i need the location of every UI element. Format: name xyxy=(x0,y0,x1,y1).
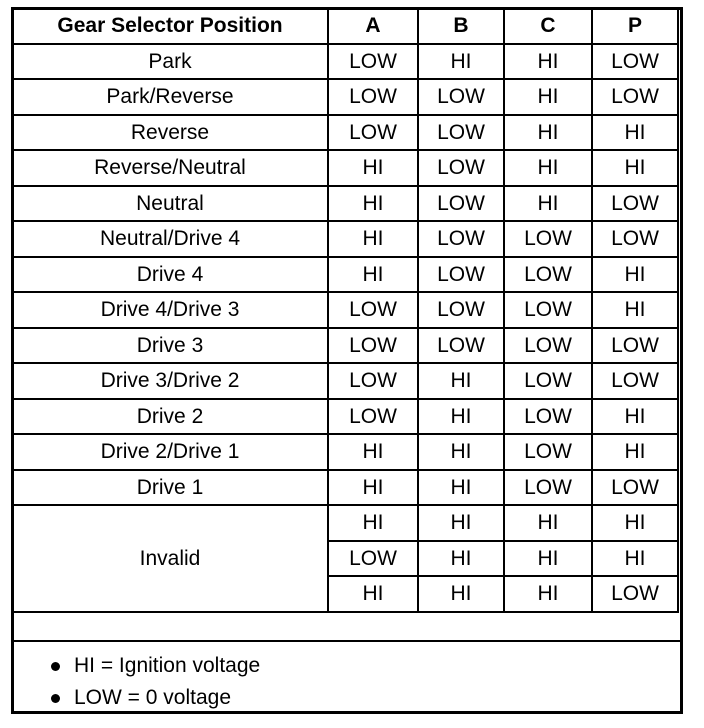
note-text-low: LOW = 0 voltage xyxy=(74,686,231,709)
legend-notes xyxy=(11,640,683,714)
bullet-icon xyxy=(51,662,60,671)
signal-a-cell: LOW xyxy=(328,115,418,151)
signal-p-cell: HI xyxy=(592,505,678,541)
signal-p-cell: LOW xyxy=(592,363,678,399)
signal-p-cell: LOW xyxy=(592,44,678,80)
signal-b-cell: HI xyxy=(418,505,504,541)
signal-b-cell: HI xyxy=(418,399,504,435)
signal-a-cell: LOW xyxy=(328,541,418,577)
signal-c-cell: HI xyxy=(504,576,592,612)
signal-p-cell: LOW xyxy=(592,221,678,257)
signal-p-cell: HI xyxy=(592,541,678,577)
signal-b-cell: LOW xyxy=(418,292,504,328)
table-row xyxy=(12,221,678,257)
signal-b-cell: LOW xyxy=(418,221,504,257)
gear-position-cell-invalid: Invalid xyxy=(12,505,328,612)
table-row xyxy=(12,44,678,80)
signal-a-cell: HI xyxy=(328,186,418,222)
gear-position-cell: Neutral xyxy=(12,186,328,222)
header-c: C xyxy=(504,8,592,44)
signal-c-cell: LOW xyxy=(504,363,592,399)
signal-b-cell: LOW xyxy=(418,115,504,151)
table-row xyxy=(12,257,678,293)
signal-c-cell: LOW xyxy=(504,328,592,364)
signal-b-cell: LOW xyxy=(418,328,504,364)
signal-p-cell: LOW xyxy=(592,470,678,506)
signal-p-cell: LOW xyxy=(592,186,678,222)
signal-c-cell: HI xyxy=(504,186,592,222)
note-item-hi xyxy=(51,650,683,682)
signal-c-cell: LOW xyxy=(504,257,592,293)
signal-a-cell: LOW xyxy=(328,328,418,364)
gear-position-cell: Drive 3 xyxy=(12,328,328,364)
signal-p-cell: HI xyxy=(592,150,678,186)
gear-position-cell: Drive 2 xyxy=(12,399,328,435)
signal-b-cell: LOW xyxy=(418,186,504,222)
header-row xyxy=(12,8,678,44)
signal-c-cell: LOW xyxy=(504,399,592,435)
signal-c-cell: LOW xyxy=(504,434,592,470)
signal-a-cell: HI xyxy=(328,434,418,470)
table-row xyxy=(12,399,678,435)
signal-p-cell: HI xyxy=(592,257,678,293)
signal-b-cell: LOW xyxy=(418,150,504,186)
signal-a-cell: LOW xyxy=(328,292,418,328)
signal-p-cell: HI xyxy=(592,115,678,151)
signal-c-cell: HI xyxy=(504,44,592,80)
signal-c-cell: HI xyxy=(504,79,592,115)
table-row xyxy=(12,79,678,115)
table-row xyxy=(12,328,678,364)
signal-c-cell: LOW xyxy=(504,470,592,506)
signal-b-cell: LOW xyxy=(418,257,504,293)
gear-position-cell: Park/Reverse xyxy=(12,79,328,115)
gear-position-cell: Drive 4 xyxy=(12,257,328,293)
signal-a-cell: LOW xyxy=(328,79,418,115)
signal-p-cell: LOW xyxy=(592,79,678,115)
signal-b-cell: HI xyxy=(418,541,504,577)
signal-c-cell: HI xyxy=(504,150,592,186)
note-item-low xyxy=(51,682,683,714)
signal-a-cell: HI xyxy=(328,470,418,506)
signal-b-cell: HI xyxy=(418,470,504,506)
table-row xyxy=(12,434,678,470)
gear-selector-table xyxy=(11,7,679,613)
signal-p-cell: HI xyxy=(592,292,678,328)
signal-a-cell: HI xyxy=(328,576,418,612)
gear-position-cell: Park xyxy=(12,44,328,80)
header-p: P xyxy=(592,8,678,44)
signal-c-cell: LOW xyxy=(504,221,592,257)
note-text-hi: HI = Ignition voltage xyxy=(74,654,261,677)
gear-position-cell: Drive 1 xyxy=(12,470,328,506)
gear-position-cell: Drive 4/Drive 3 xyxy=(12,292,328,328)
signal-b-cell: LOW xyxy=(418,79,504,115)
gear-position-cell: Drive 2/Drive 1 xyxy=(12,434,328,470)
gear-position-cell: Reverse xyxy=(12,115,328,151)
table-row xyxy=(12,115,678,151)
signal-p-cell: LOW xyxy=(592,328,678,364)
table-row-invalid xyxy=(12,505,678,541)
bullet-icon xyxy=(51,694,60,703)
gear-position-cell: Neutral/Drive 4 xyxy=(12,221,328,257)
signal-a-cell: LOW xyxy=(328,44,418,80)
header-b: B xyxy=(418,8,504,44)
signal-a-cell: LOW xyxy=(328,363,418,399)
signal-b-cell: HI xyxy=(418,44,504,80)
signal-p-cell: LOW xyxy=(592,576,678,612)
signal-p-cell: HI xyxy=(592,399,678,435)
table-row xyxy=(12,186,678,222)
signal-a-cell: LOW xyxy=(328,399,418,435)
signal-a-cell: HI xyxy=(328,150,418,186)
signal-c-cell: HI xyxy=(504,505,592,541)
header-a: A xyxy=(328,8,418,44)
table-row xyxy=(12,470,678,506)
signal-a-cell: HI xyxy=(328,257,418,293)
signal-b-cell: HI xyxy=(418,576,504,612)
signal-a-cell: HI xyxy=(328,505,418,541)
signal-c-cell: HI xyxy=(504,541,592,577)
signal-p-cell: HI xyxy=(592,434,678,470)
gear-position-cell: Reverse/Neutral xyxy=(12,150,328,186)
signal-b-cell: HI xyxy=(418,434,504,470)
signal-c-cell: HI xyxy=(504,115,592,151)
signal-a-cell: HI xyxy=(328,221,418,257)
table-row xyxy=(12,363,678,399)
signal-c-cell: LOW xyxy=(504,292,592,328)
gear-position-cell: Drive 3/Drive 2 xyxy=(12,363,328,399)
table-row xyxy=(12,150,678,186)
header-gear-selector-position: Gear Selector Position xyxy=(12,8,328,44)
signal-b-cell: HI xyxy=(418,363,504,399)
table-row xyxy=(12,292,678,328)
